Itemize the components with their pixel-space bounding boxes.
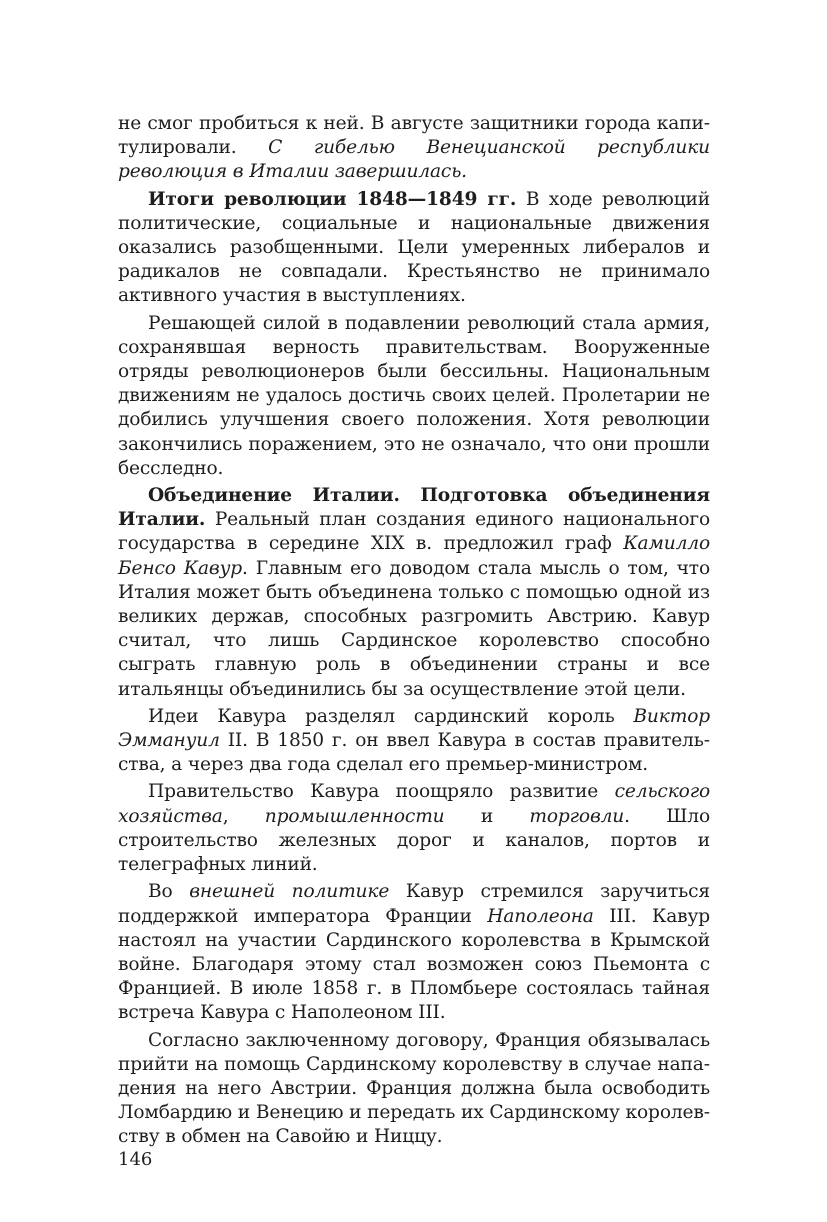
italic-text: Наполеона xyxy=(487,905,594,927)
italic-text: Камилло Бенсо Кавур xyxy=(118,533,710,579)
italic-text: внешней политике xyxy=(189,881,390,903)
paragraph-6 xyxy=(118,780,710,877)
text-span: Правительство Кавура поощряло развитие xyxy=(148,781,615,803)
paragraph-1 xyxy=(118,112,710,185)
italic-text: промышленности xyxy=(264,805,445,827)
text-span: В ходе революций политические, социальные и национальные движения оказались разобщенными. Цели умеренных либералов и радикалов не совпадали. Крестьянство не принимало активного участия в выступлениях. xyxy=(118,188,710,307)
paragraph-2 xyxy=(118,188,710,309)
paragraph-8 xyxy=(118,1029,710,1150)
paragraph-4 xyxy=(118,484,710,702)
paragraph-3 xyxy=(118,312,710,481)
text-span: Реальный план создания единого национального государства в середине XIX в. предложил граф xyxy=(118,509,710,555)
section-heading: Итоги революции 1848—1849 гг. xyxy=(148,188,517,210)
paragraph-7 xyxy=(118,880,710,1025)
text-span: не смог пробиться к ней. В августе защитники города капитулировали. xyxy=(118,113,710,159)
page-body xyxy=(118,112,710,1153)
italic-text: Виктор Эммануил xyxy=(118,705,710,752)
italic-text: торговли xyxy=(529,805,625,827)
text-span: Идеи Кавура разделял сардинский король xyxy=(148,705,634,727)
italic-text: С гибелью Венецианской республики революция в Италии завершилась. xyxy=(118,137,711,183)
text-span: III. Кавур настоял на участии Сардинского королевства в Крымской войне. Благодаря этому стал возможен союз Пьемонта с Францией. В июле 1858 г. в Пломбьере состоялась тайная встреча Кавура с Наполеоном III. xyxy=(118,905,711,1024)
text-span: Решающей силой в подавлении революций стала армия, сохранявшая верность правительствам. Вооруженные отряды революционеров были бессильны. Национальным движениям не удалось достичь своих целей. Пролетарии не добились улучшения своего положения. Хотя революции закончились поражением, это не означало, что они прошли бесследно. xyxy=(118,312,710,479)
text-span: Во xyxy=(148,881,190,903)
page-number: 146 xyxy=(118,1149,153,1170)
text-span: Кавур стремился заручиться поддержкой императора Франции xyxy=(118,881,710,927)
text-span: . Главным его доводом стала мысль о том, что Италия может быть объединена только с помощью одной из великих держав, способных разгромить Австрию. Кавур считал, что лишь Сардинское королевство способно сыграть главную роль в объединении страны и все итальянцы объединились бы за осуществление этой цели. xyxy=(118,557,710,700)
text-span: . Шло строительство железных дорог и каналов, портов и телеграфных линий. xyxy=(118,805,710,876)
section-heading: Объединение Италии. Подготовка объединения Италии. xyxy=(118,485,710,531)
paragraph-5 xyxy=(118,705,710,778)
italic-text: сельского хозяйства xyxy=(118,781,710,827)
text-span: II. В 1850 г. он ввел Кавура в состав правительства, а через два года сделал его премьер-министром. xyxy=(118,730,710,776)
text-span: Согласно заключенному договору, Франция обязывалась прийти на помощь Сардинскому королевству в случае нападения на него Австрии. Франция должна была освободить Ломбардию и Венецию и передать их Сардинскому королевству в обмен на Савойю и Ниццу. xyxy=(118,1029,710,1148)
text-span: и xyxy=(444,805,530,827)
text-span: , xyxy=(222,805,265,827)
